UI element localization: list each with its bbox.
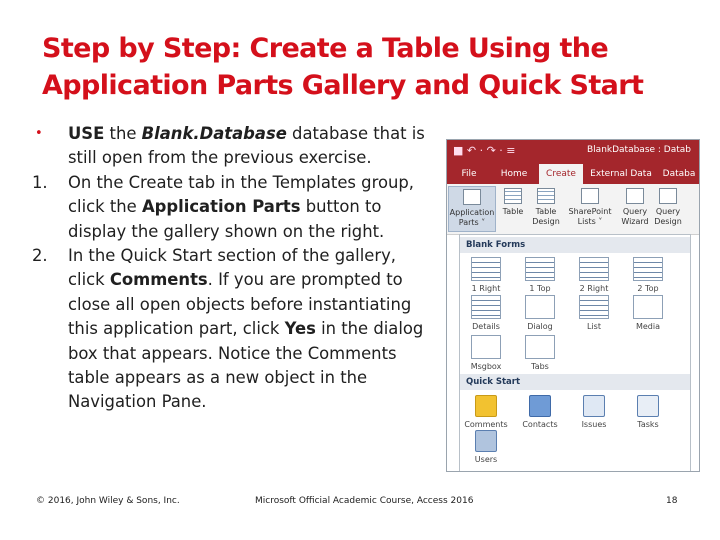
sharepoint-lists-button[interactable] [564,186,616,232]
form-thumbnail-icon [633,257,663,281]
quick-start-comments[interactable] [460,395,512,429]
gallery-label: Dialog [527,322,553,331]
gallery-label: Contacts [522,420,558,429]
gallery-item-2-right[interactable] [568,257,620,293]
step-item-2 [32,244,430,415]
step-text-part: USE [68,124,105,143]
step-text-part: database that is still open from the previous exercise. [68,124,425,168]
gallery-label: 2 Right [579,284,609,293]
table-design-button[interactable] [529,186,563,232]
table-button[interactable] [498,186,528,232]
form-thumbnail-icon [525,257,555,281]
ribbon-label: SharePoint Lists ˅ [568,207,612,226]
step-item-use [32,122,430,171]
contacts-icon [529,395,551,417]
step-text-part: in the dialog box that appears. Notice the Comments table appears as a new object in the Navigation Pane. [68,319,424,412]
table-design-icon [537,188,555,204]
application-parts-icon [463,189,481,205]
media-thumbnail-icon [633,295,663,319]
ribbon-label: Query Wizard [621,207,649,226]
step-number: 1. [32,172,48,192]
table-icon [504,188,522,204]
step-text-part: In the Quick Start section of the gallery, click [68,246,396,290]
query-design-button[interactable] [652,186,684,232]
gallery-item-details[interactable] [460,295,512,331]
bullet-marker: • [35,126,43,141]
gallery-label: Tasks [637,420,659,429]
quick-start-users[interactable] [460,430,512,464]
tab-home[interactable]: Home [500,169,528,179]
tab-external-data[interactable]: External Data [590,169,652,179]
application-parts-button[interactable] [448,186,496,232]
gallery-item-msgbox[interactable] [460,335,512,371]
gallery-label: Tabs [531,362,549,371]
gallery-item-dialog[interactable] [514,295,566,331]
form-thumbnail-icon [579,257,609,281]
comments-icon [475,395,497,417]
form-thumbnail-icon [471,295,501,319]
ribbon-label: Table Design [532,207,560,226]
window-title: BlankDatabase : Datab [587,145,692,155]
gallery-label: Msgbox [470,362,502,371]
ribbon-label: Application Parts ˅ [449,208,495,227]
gallery-item-1-right[interactable] [460,257,512,293]
blank-forms-header: Blank Forms [460,237,690,253]
slide-title: Step by Step: Create a Table Using the Application Parts Gallery and Quick Start [42,33,644,101]
step-text-part: . If you are prompted to close all open objects before instantiating this application part, click [68,270,412,339]
tab-database[interactable]: Databa [662,169,696,179]
gallery-label: Issues [581,420,607,429]
gallery-item-list[interactable] [568,295,620,331]
gallery-label: Comments [464,420,508,429]
gallery-label: List [587,322,601,331]
query-wizard-button[interactable] [619,186,651,232]
tasks-icon [637,395,659,417]
step-text-part: the [104,124,142,143]
msgbox-thumbnail-icon [471,335,501,359]
step-text-part: button to display the gallery shown on the right. [68,197,385,241]
quick-start-header: Quick Start [460,374,690,390]
step-text-part: On the Create tab in the Templates group, click the [68,172,414,217]
gallery-label: 1 Right [471,284,501,293]
list-thumbnail-icon [579,295,609,319]
sharepoint-icon [581,188,599,204]
quick-start-issues[interactable] [568,395,620,429]
gallery-label: Details [472,322,500,331]
gallery-label: Users [474,455,498,464]
gallery-label: 1 Top [529,284,551,293]
tab-create[interactable]: Create [539,164,583,184]
users-icon [475,430,497,452]
query-design-icon [659,188,677,204]
query-wizard-icon [626,188,644,204]
application-parts-gallery [459,234,691,472]
footer-course: Microsoft Official Academic Course, Access 2016 [255,496,474,506]
step-list [32,122,430,415]
ribbon-label: Query Design [654,207,682,226]
ribbon [447,184,700,235]
form-thumbnail-icon [471,257,501,281]
footer-copyright: © 2016, John Wiley & Sons, Inc. [36,496,180,506]
step-item-1 [32,171,430,244]
footer-page-number: 18 [666,496,678,506]
gallery-item-media[interactable] [622,295,674,331]
tabs-thumbnail-icon [525,335,555,359]
step-number: 2. [32,246,48,266]
gallery-item-tabs[interactable] [514,335,566,371]
gallery-label: 2 Top [637,284,659,293]
issues-icon [583,395,605,417]
window-titlebar [447,140,700,164]
quick-start-tasks[interactable] [622,395,674,429]
quick-access-toolbar: ■ ↶ · ↷ · ≡ [453,144,516,157]
ribbon-tabs [447,164,700,184]
dialog-thumbnail-icon [525,295,555,319]
ribbon-label: Table [502,207,524,216]
step-text-part: Application Parts [141,197,301,217]
step-text-part: Comments [109,270,208,290]
step-text-part: Yes [284,319,316,339]
access-screenshot [446,139,700,472]
quick-start-contacts[interactable] [514,395,566,429]
step-text-part: Blank.Database [141,124,287,143]
tab-file[interactable]: File [461,169,477,179]
gallery-label: Media [635,322,661,331]
gallery-item-2-top[interactable] [622,257,674,293]
gallery-item-1-top[interactable] [514,257,566,293]
